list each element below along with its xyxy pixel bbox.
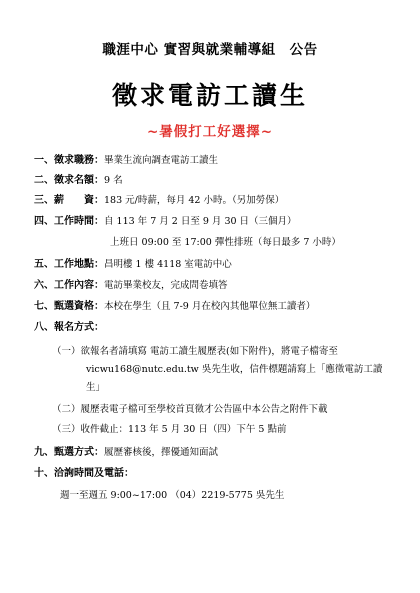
apply-step-3: （三）收件截止：113 年 5 月 30 日（四）下午 5 點前: [52, 424, 287, 435]
contact-detail: 週一至週五 9:00~17:00 （04）2219-5775 吳先生: [60, 490, 285, 501]
item-value: 畢業生流向調查電訪工讀生: [104, 155, 219, 166]
item-label: 二、徵求名額：: [34, 175, 104, 186]
item-work-time: [34, 212, 297, 227]
item-label: 十、洽詢時間及電話：: [34, 468, 134, 479]
item-location: [34, 255, 232, 270]
apply-step-1-line-3: 生」: [86, 382, 106, 393]
item-duties: [34, 276, 228, 291]
item-value: 本校在學生（且 7-9 月在校內其他單位無工讀者）: [104, 301, 316, 312]
item-label: 九、甄選方式：: [34, 447, 104, 458]
item-label: 四、工作時間：: [34, 216, 104, 227]
item-apply: [34, 318, 104, 333]
item-label: 一、徵求職務：: [34, 155, 104, 166]
item-value: 履歷審核後，擇優通知面試: [104, 447, 219, 458]
item-label: 七、甄選資格：: [34, 301, 104, 312]
apply-step-2: （二）履歷表電子檔可至學校首頁徵才公告區中本公告之附件下載: [52, 404, 328, 415]
org-header: [0, 38, 420, 58]
work-time-extra: 上班日 09:00 至 17:00 彈性排班（每日最多 7 小時）: [110, 237, 341, 248]
item-value: 昌明樓 1 樓 4118 室電訪中心: [104, 259, 232, 270]
item-value: 183 元/時薪，每月 42 小時。（另加勞保）: [104, 195, 285, 206]
item-qualification: [34, 297, 315, 312]
org-name: 職涯中心 實習與就業輔導組: [102, 42, 276, 58]
item-label: 六、工作內容：: [34, 280, 104, 291]
apply-step-1-line-1: （一）欲報名者請填寫 電訪工讀生履歷表(如下附件)，將電子檔寄至: [52, 346, 338, 357]
announcement-label: 公告: [289, 42, 318, 58]
item-selection: [34, 443, 218, 458]
page-subtitle: ~暑假打工好選擇~: [146, 124, 274, 140]
item-headcount: [34, 171, 123, 186]
item-label: 八、報名方式：: [34, 322, 104, 333]
item-value: 電訪畢業校友，完成問卷填答: [104, 280, 228, 291]
item-label: 三、薪 資：: [34, 195, 104, 206]
item-position: [34, 151, 218, 166]
page-title: 徵求電訪工讀生: [111, 81, 308, 110]
item-value: 自 113 年 7 月 2 日至 9 月 30 日（三個月）: [104, 216, 297, 227]
item-salary: [34, 191, 284, 206]
item-contact: [34, 464, 134, 479]
item-value: 9 名: [104, 175, 123, 186]
apply-step-1-line-2: vicwu168@nutc.edu.tw 吳先生收，信件標題請寫上「應徵電訪工讀: [86, 364, 383, 375]
item-label: 五、工作地點：: [34, 259, 104, 270]
